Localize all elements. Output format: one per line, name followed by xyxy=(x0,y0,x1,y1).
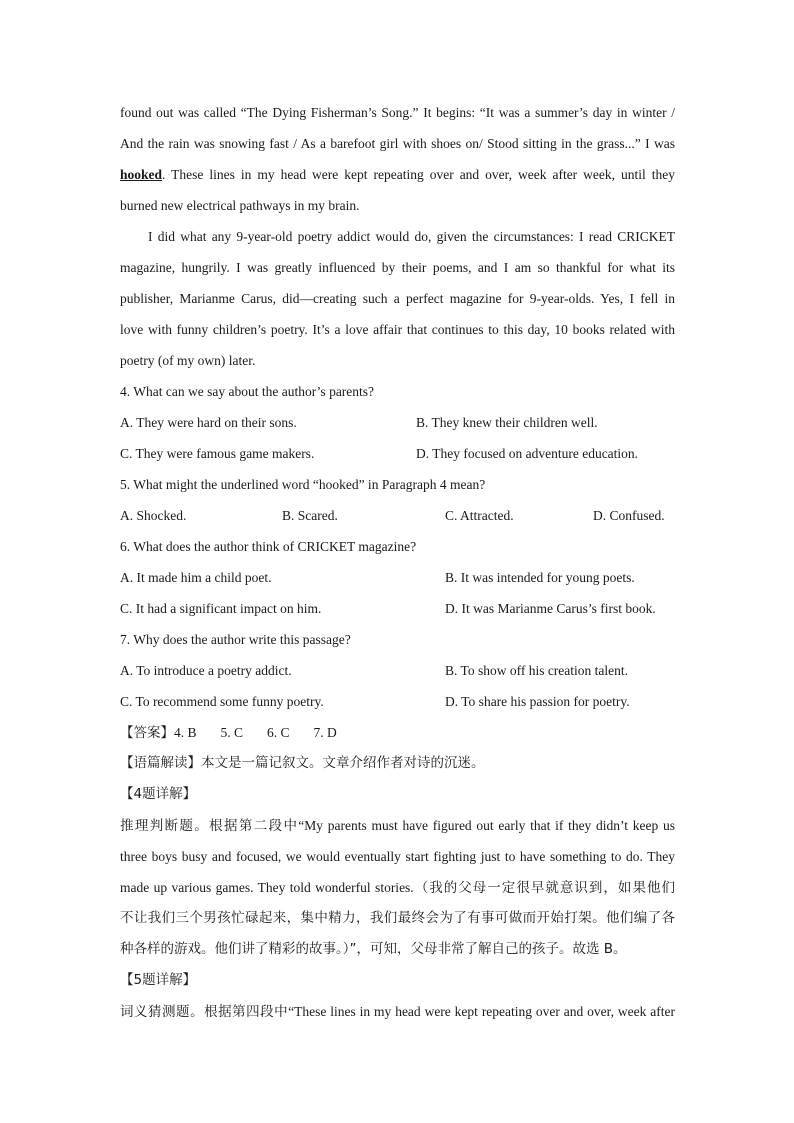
option-b: B. Scared. xyxy=(282,508,338,523)
q5-detail-heading: 【5题详解】 xyxy=(120,972,197,988)
q4-detail-line: three boys busy and focused, we would eventually start fighting just to have something to do. They xyxy=(120,849,675,864)
passage-summary: 【语篇解读】本文是一篇记叙文。文章介绍作者对诗的沉迷。 xyxy=(120,755,485,771)
option-a: A. They were hard on their sons. xyxy=(120,415,297,430)
q4-detail-line: 种各样的游戏。他们讲了精彩的故事。）”，可知，父母非常了解自己的孩子。故选 B。 xyxy=(120,941,627,957)
option-row xyxy=(120,407,675,438)
option-d: D. They focused on adventure education. xyxy=(416,446,639,461)
q4-detail-line: 不让我们三个男孩忙碌起来，集中精力，我们最终会为了有事可做而开始打架。他们编了各 xyxy=(120,910,675,926)
option-c: C. To recommend some funny poetry. xyxy=(120,694,324,709)
question-stem: 5. What might the underlined word “hooked” in Paragraph 4 mean? xyxy=(120,477,486,492)
option-c: C. They were famous game makers. xyxy=(120,446,315,461)
question-stem: 4. What can we say about the author’s parents? xyxy=(120,384,375,399)
question-stem: 6. What does the author think of CRICKET magazine? xyxy=(120,539,417,554)
passage-line xyxy=(120,159,675,190)
option-row xyxy=(120,655,675,686)
answer-7: 7. D xyxy=(313,725,337,740)
option-c: C. Attracted. xyxy=(445,508,514,523)
answer-5: 5. C xyxy=(220,725,244,740)
option-a: A. To introduce a poetry addict. xyxy=(120,663,292,678)
option-a: A. It made him a child poet. xyxy=(120,570,272,585)
option-d: D. Confused. xyxy=(593,508,665,523)
passage-line: I did what any 9-year-old poetry addict would do, given the circumstances: I read CRICKET xyxy=(148,229,675,244)
passage-line: publisher, Marianme Carus, did—creating such a perfect magazine for 9-year-olds. Yes, I fell in xyxy=(120,291,675,306)
answer-4: 4. B xyxy=(174,725,197,740)
q4-detail-heading: 【4题详解】 xyxy=(120,786,197,802)
q4-detail-line: made up various games. They told wonderful stories.（我的父母一定很早就意识到，如果他们 xyxy=(120,880,675,895)
option-c: C. It had a significant impact on him. xyxy=(120,601,322,616)
passage-line: found out was called “The Dying Fisherman’s Song.” It begins: “It was a summer’s day in winter / xyxy=(120,105,675,120)
q4-detail-line: 推理判断题。根据第二段中“My parents must have figured out early that if they didn’t keep us xyxy=(120,818,675,833)
passage-line: love with funny children’s poetry. It’s a love affair that continues to this day, 10 books related with xyxy=(120,322,675,337)
option-d: D. It was Marianme Carus’s first book. xyxy=(445,601,656,616)
option-row xyxy=(120,500,675,531)
answer-key xyxy=(120,717,675,748)
underlined-word-hooked: hooked xyxy=(120,167,163,182)
q5-detail-line: 词义猜测题。根据第四段中“These lines in my head were kept repeating over and over, week after xyxy=(120,1004,675,1019)
option-b: B. They knew their children well. xyxy=(416,415,598,430)
option-d: D. To share his passion for poetry. xyxy=(445,694,630,709)
option-row xyxy=(120,438,675,469)
option-b: B. To show off his creation talent. xyxy=(445,663,629,678)
passage-line: magazine, hungrily. I was greatly influenced by their poems, and I am so thankful for what its xyxy=(120,260,675,275)
answer-6: 6. C xyxy=(267,725,290,740)
option-a: A. Shocked. xyxy=(120,508,187,523)
document-page xyxy=(120,97,675,1027)
option-row xyxy=(120,686,675,717)
option-b: B. It was intended for young poets. xyxy=(445,570,635,585)
passage-line: burned new electrical pathways in my brain. xyxy=(120,198,360,213)
question-stem: 7. Why does the author write this passage? xyxy=(120,632,351,647)
option-row xyxy=(120,593,675,624)
passage-line: And the rain was snowing fast / As a barefoot girl with shoes on/ Stood sitting in the grass...” I was xyxy=(120,136,675,151)
option-row xyxy=(120,562,675,593)
passage-line: poetry (of my own) later. xyxy=(120,353,256,368)
answer-label: 【答案】 xyxy=(120,725,174,741)
passage-line-rest: . These lines in my head were kept repeating over and over, week after week, until they xyxy=(162,167,675,182)
